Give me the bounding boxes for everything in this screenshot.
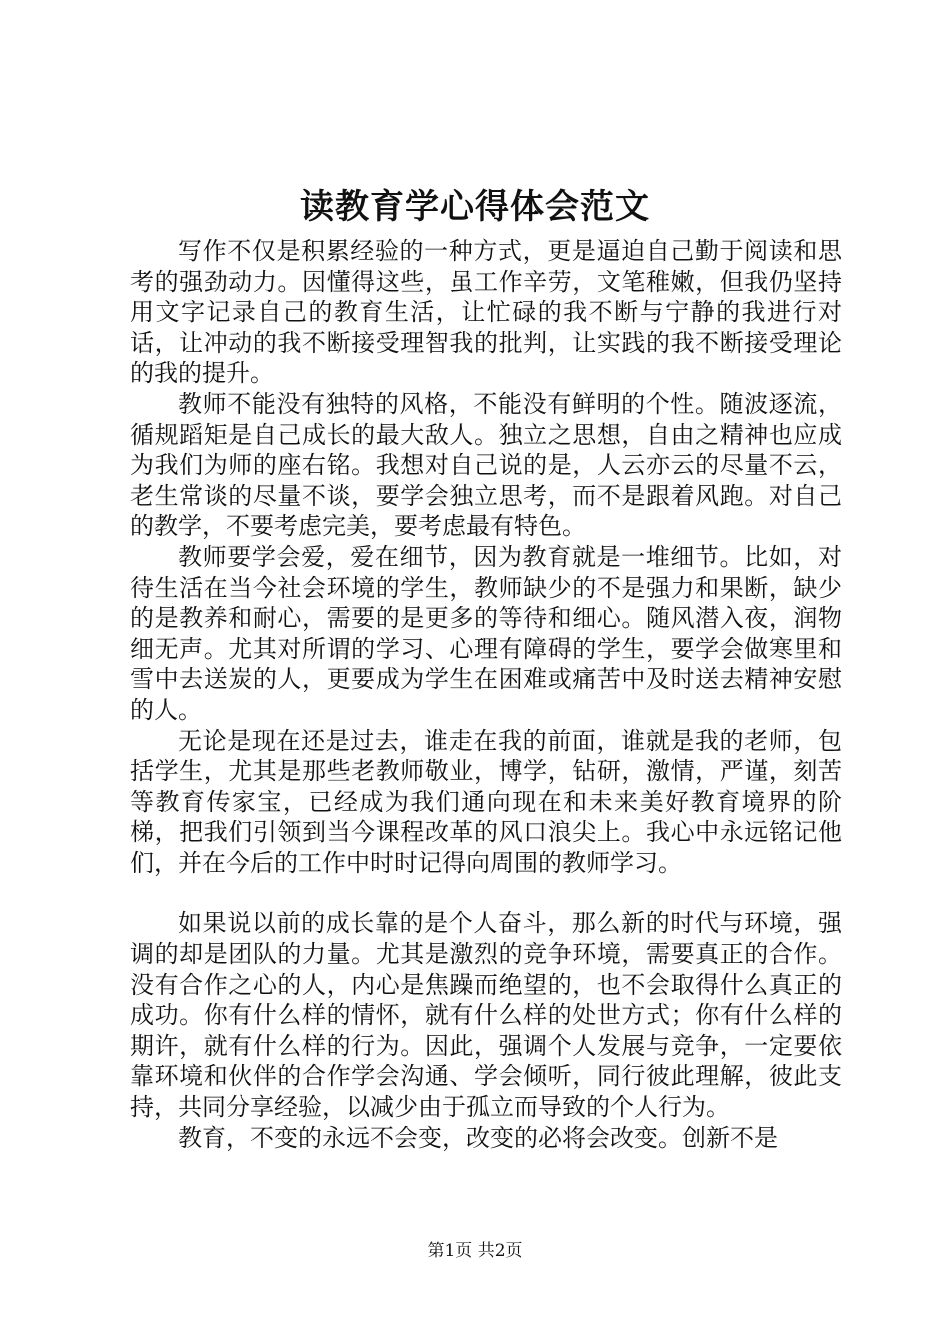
paragraph-3: 教师要学会爱，爱在细节，因为教育就是一堆细节。比如，对待生活在当今社会环境的学生，教师缺少的不是强力和果断，缺少的是教养和耐心，需要的是更多的等待和细心。随风潜入夜，润物细无声。尤其对所谓的学习、心理有障碍的学生，要学会做寒里和雪中去送炭的人，更要成为学生在困难或痛苦中及时送去精神安慰的人。 — [130, 542, 842, 724]
page-title: 读教育学心得体会范文 — [300, 187, 650, 227]
paragraph-2: 教师不能没有独特的风格，不能没有鲜明的个性。随波逐流，循规蹈矩是自己成长的最大敌人。独立之思想，自由之精神也应成为我们为师的座右铭。我想对自己说的是，人云亦云的尽量不云，老生常谈的尽量不谈，要学会独立思考，而不是跟着风跑。对自己的教学，不要考虑完美，要考虑最有特色。 — [130, 389, 842, 541]
paragraph-1: 写作不仅是积累经验的一种方式，更是逼迫自己勤于阅读和思考的强劲动力。因懂得这些，虽工作辛劳，文笔稚嫩，但我仍坚持用文字记录自己的教育生活，让忙碌的我不断与宁静的我进行对话，让冲动的我不断接受理智我的批判，让实践的我不断接受理论的我的提升。 — [130, 237, 842, 388]
paragraph-4: 无论是现在还是过去，谁走在我的前面，谁就是我的老师，包括学生，尤其是那些老教师敬业，博学，钻研，激情，严谨，刻苦等教育传家宝，已经成为我们通向现在和未来美好教育境界的阶梯，把我们引领到当今课程改革的风口浪尖上。我心中永远铭记他们，并在今后的工作中时时记得向周围的教师学习。 — [130, 726, 842, 877]
page-number-footer: 第1页 共2页 — [427, 1241, 523, 1261]
document-body — [130, 236, 842, 1153]
paragraph-5: 如果说以前的成长靠的是个人奋斗，那么新的时代与环境，强调的却是团队的力量。尤其是激烈的竞争环境，需要真正的合作。没有合作之心的人，内心是焦躁而绝望的，也不会取得什么真正的成功。你有什么样的情怀，就有什么样的处世方式；你有什么样的期许，就有什么样的行为。因此，强调个人发展与竞争，一定要依靠环境和伙伴的合作学会沟通、学会倾听，同行彼此理解，彼此支持，共同分享经验，以减少由于孤立而导致的个人行为。 — [130, 909, 842, 1122]
paragraph-6: 教育，不变的永远不会变，改变的必将会改变。创新不是 — [178, 1123, 778, 1152]
